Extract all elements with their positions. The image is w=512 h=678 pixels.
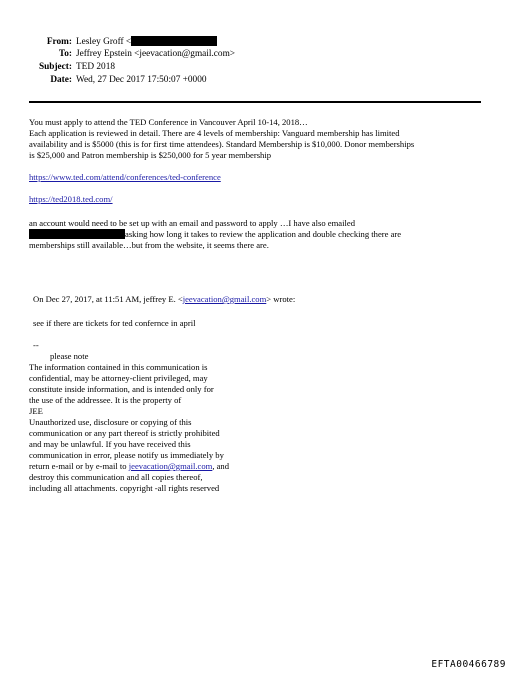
signature-line-11: including all attachments. copyright -all rights reserved (29, 483, 220, 493)
ted2018-link-row (29, 194, 489, 205)
subject-label: Subject: (38, 62, 72, 72)
body-line-2: Each application is reviewed in detail. There are 4 levels of membership: Vanguard membership has limited (29, 128, 400, 138)
ted2018-link[interactable]: https://ted2018.ted.com/ (29, 194, 113, 204)
signature-line-7: communication or any part thereof is strictly prohibited (29, 428, 220, 438)
to-label: To: (58, 49, 72, 59)
quote-message: see if there are tickets for ted confernce in april (33, 318, 196, 328)
from-value: Lesley Groff < (76, 37, 132, 47)
body-line-6: asking how long it takes to review the application and double checking there are (125, 229, 402, 239)
signature-email-link[interactable]: jeevacation@gmail.com (128, 461, 213, 471)
body-line-7: memberships still available…but from the website, it seems there are. (29, 240, 269, 250)
signature-line-3: constitute inside information, and is intended only for (29, 384, 214, 394)
signature-please-note: please note (50, 351, 89, 361)
subject-value: TED 2018 (76, 62, 115, 72)
signature-line-9: communication in error, please notify us immediately by (29, 450, 224, 460)
signature-line-10: destroy this communication and all copies thereof, (29, 472, 203, 482)
body-line-3: availability and is $5000 (this is for first time attendees). Standard Membership is $10,000. Donor memberships (29, 139, 415, 149)
from-row (0, 36, 217, 48)
body-line-6-row (29, 229, 489, 240)
header-divider (29, 101, 481, 103)
bates-number: EFTA00466789 (431, 659, 506, 670)
signature-dashes: -- (33, 340, 39, 350)
signature-line-5: JEE (29, 406, 43, 416)
notify-prefix: return e-mail or by e-mail to (29, 461, 129, 471)
signature-line-1: The information contained in this communication is (29, 362, 208, 372)
redaction-block (131, 36, 217, 46)
date-value: Wed, 27 Dec 2017 17:50:07 +0000 (76, 75, 207, 85)
redaction-block (29, 229, 125, 239)
body-line-5: an account would need to be set up with an email and password to apply …I have also emailed (29, 218, 355, 228)
signature-line-6: Unauthorized use, disclosure or copying of this (29, 417, 192, 427)
body-line-1: You must apply to attend the TED Conference in Vancouver April 10-14, 2018… (29, 117, 308, 127)
notify-suffix: , and (212, 461, 230, 471)
signature-line-4: the use of the addressee. It is the property of (29, 395, 182, 405)
quote-email-link[interactable]: jeevacation@gmail.com (182, 294, 267, 304)
quote-intro (33, 294, 493, 305)
signature-notify-line (29, 461, 229, 472)
subject-row (0, 62, 115, 73)
date-row (0, 75, 207, 86)
to-value: Jeffrey Epstein <jeevacation@gmail.com> (76, 49, 236, 59)
body-line-4: is $25,000 and Patron membership is $250,000 for 5 year membership (29, 150, 272, 160)
signature-line-2: confidential, may be attorney-client privileged, may (29, 373, 208, 383)
ted-conference-link[interactable]: https://www.ted.com/attend/conferences/ted-conference (29, 172, 221, 182)
to-row (0, 49, 235, 60)
ted-conference-link-row (29, 172, 489, 183)
date-label: Date: (50, 75, 72, 85)
signature-line-8: and may be unlawful. If you have received this (29, 439, 191, 449)
from-label: From: (46, 37, 72, 47)
quote-intro-suffix: > wrote: (266, 294, 296, 304)
quote-intro-prefix: On Dec 27, 2017, at 11:51 AM, jeffrey E. < (33, 294, 183, 304)
